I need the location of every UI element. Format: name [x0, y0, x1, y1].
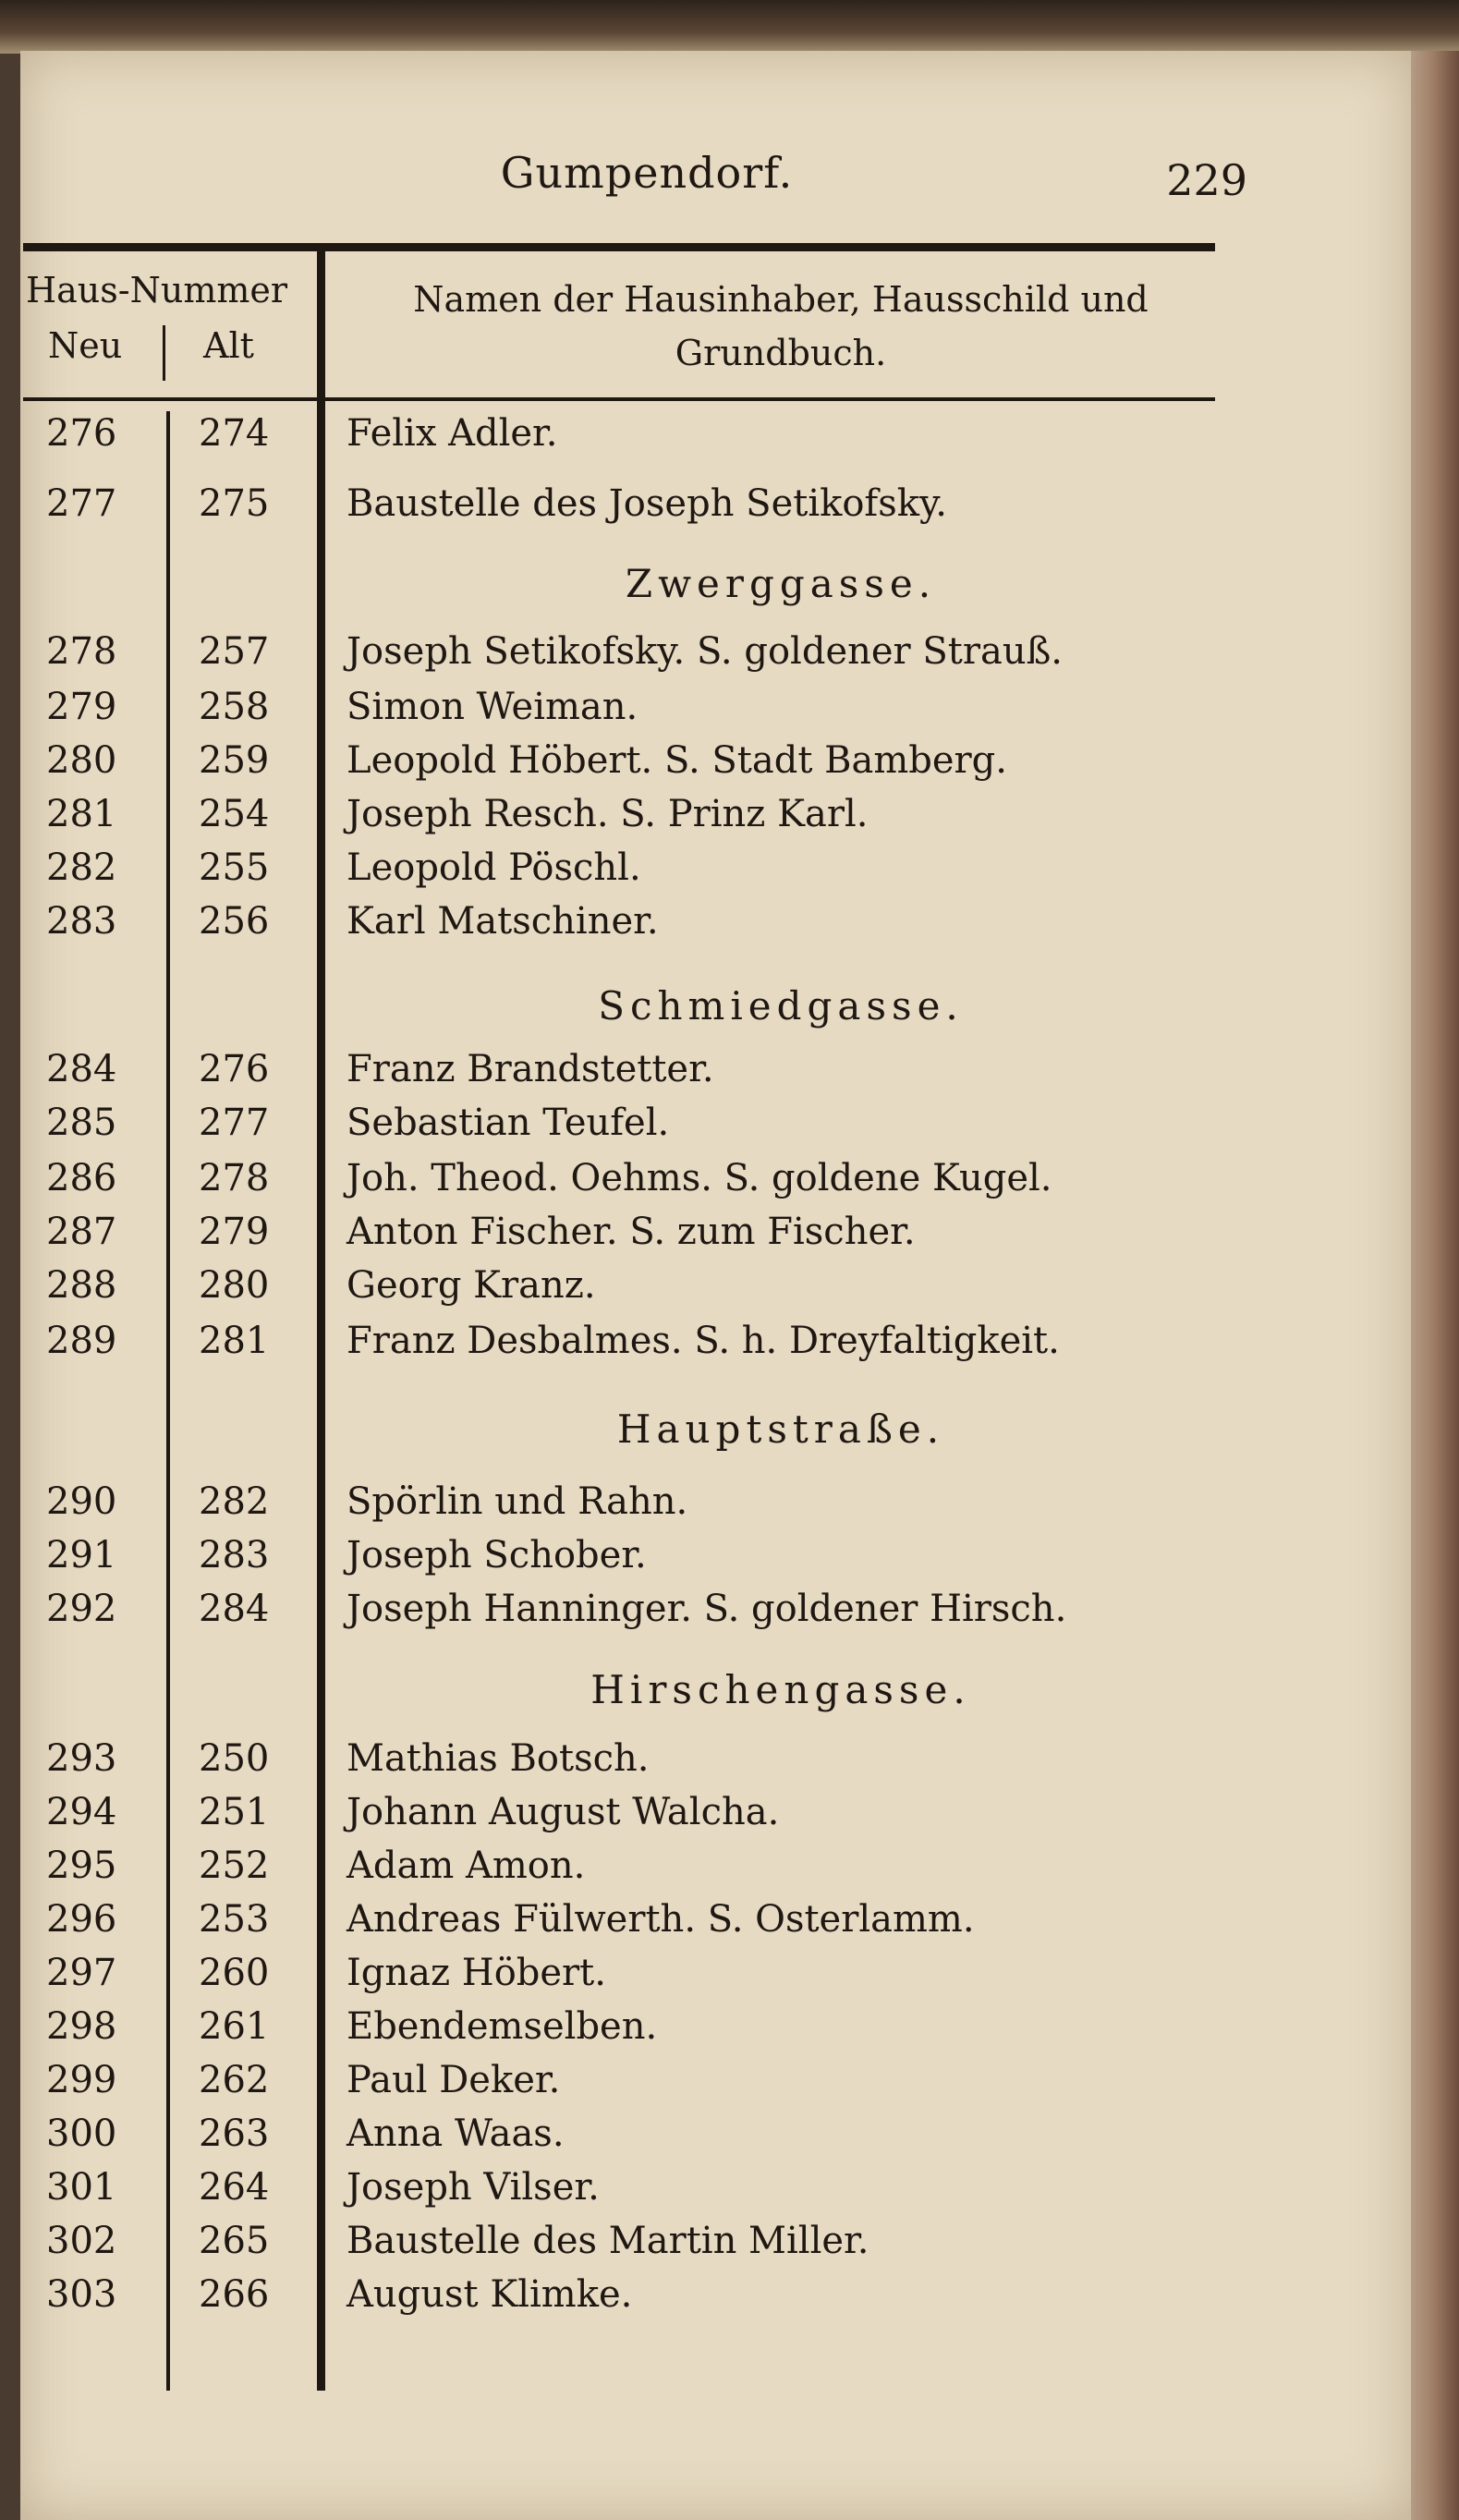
table-row — [0, 895, 1386, 948]
new-number: 303 — [46, 2273, 117, 2316]
owner-name: Karl Matschiner. — [347, 900, 659, 943]
old-number: 253 — [199, 1898, 270, 1941]
old-number: 256 — [199, 900, 270, 943]
owner-name: Paul Deker. — [347, 2059, 561, 2101]
table-row — [0, 1839, 1386, 1893]
table-row — [0, 2268, 1386, 2321]
table-row — [0, 2000, 1386, 2053]
owner-name: Spörlin und Rahn. — [347, 1480, 688, 1523]
new-number: 286 — [46, 1157, 117, 1199]
owner-name: Joseph Vilser. — [347, 2166, 600, 2209]
new-number: 279 — [46, 686, 117, 728]
new-number: 294 — [46, 1791, 117, 1833]
new-number: 289 — [46, 1320, 117, 1362]
owner-name: Georg Kranz. — [347, 1264, 596, 1307]
street-heading: Schmiedgasse. — [598, 983, 964, 1029]
header-rule-top — [23, 243, 1215, 251]
table-row — [0, 1732, 1386, 1785]
new-number: 297 — [46, 1952, 117, 1994]
old-number: 283 — [199, 1534, 270, 1577]
owner-name: Baustelle des Joseph Setikofsky. — [347, 482, 947, 525]
owner-name: Adam Amon. — [347, 1844, 586, 1887]
table-row — [0, 1205, 1386, 1259]
header-rule-bottom — [23, 397, 1215, 401]
owner-name: Joh. Theod. Oehms. S. goldene Kugel. — [347, 1157, 1052, 1199]
table-row — [0, 1528, 1386, 1582]
owner-name: Ignaz Höbert. — [347, 1952, 606, 1994]
owner-name: Joseph Resch. S. Prinz Karl. — [347, 793, 869, 835]
owner-name: Joseph Schober. — [347, 1534, 647, 1577]
table-row — [0, 1096, 1386, 1150]
table-row — [0, 1042, 1386, 1096]
old-number: 266 — [199, 2273, 270, 2316]
column-header-house-number: Haus-Nummer — [26, 270, 288, 310]
new-number: 287 — [46, 1211, 117, 1253]
table-row — [0, 680, 1386, 734]
new-number: 290 — [46, 1480, 117, 1523]
owner-name: Leopold Pöschl. — [347, 846, 641, 889]
owner-name: Baustelle des Martin Miller. — [347, 2220, 869, 2262]
book-right-edge — [1411, 51, 1459, 2520]
old-number: 261 — [199, 2005, 270, 2048]
new-number: 295 — [46, 1844, 117, 1887]
old-number: 275 — [199, 482, 270, 525]
table-row — [0, 1785, 1386, 1839]
new-number: 278 — [46, 630, 117, 673]
table-row — [0, 407, 1386, 460]
owner-name: Anton Fischer. S. zum Fischer. — [347, 1211, 916, 1253]
new-number: 288 — [46, 1264, 117, 1307]
page-title: Gumpendorf. — [500, 148, 794, 198]
old-number: 257 — [199, 630, 270, 673]
new-number: 282 — [46, 846, 117, 889]
new-number: 283 — [46, 900, 117, 943]
old-number: 265 — [199, 2220, 270, 2262]
old-number: 274 — [199, 412, 270, 455]
new-number: 280 — [46, 739, 117, 782]
new-number: 298 — [46, 2005, 117, 2048]
old-number: 262 — [199, 2059, 270, 2101]
old-number: 278 — [199, 1157, 270, 1199]
owner-name: Andreas Fülwerth. S. Osterlamm. — [347, 1898, 975, 1941]
new-number: 300 — [46, 2112, 117, 2155]
old-number: 252 — [199, 1844, 270, 1887]
owner-name: Felix Adler. — [347, 412, 558, 455]
owner-name: Anna Waas. — [347, 2112, 565, 2155]
table-row — [0, 477, 1386, 530]
table-row — [0, 734, 1386, 787]
old-number: 280 — [199, 1264, 270, 1307]
table-row — [0, 2053, 1386, 2107]
old-number: 264 — [199, 2166, 270, 2209]
owner-name: Leopold Höbert. S. Stadt Bamberg. — [347, 739, 1007, 782]
new-number: 276 — [46, 412, 117, 455]
table-row — [0, 1314, 1386, 1368]
column-header-old: Alt — [203, 325, 254, 366]
old-number: 250 — [199, 1737, 270, 1780]
owner-name: Simon Weiman. — [347, 686, 638, 728]
new-number: 284 — [46, 1048, 117, 1090]
table-row — [0, 1475, 1386, 1528]
old-number: 263 — [199, 2112, 270, 2155]
table-row — [0, 1151, 1386, 1205]
street-heading: Hauptstraße. — [616, 1406, 945, 1452]
owner-name: Ebendemselben. — [347, 2005, 658, 2048]
old-number: 279 — [199, 1211, 270, 1253]
street-heading: Hirschengasse. — [590, 1667, 971, 1712]
new-number: 301 — [46, 2166, 117, 2209]
table-row — [0, 841, 1386, 895]
old-number: 282 — [199, 1480, 270, 1523]
new-number: 281 — [46, 793, 117, 835]
table-row — [0, 625, 1386, 678]
new-number: 302 — [46, 2220, 117, 2262]
new-number: 285 — [46, 1102, 117, 1144]
owner-name: Franz Desbalmes. S. h. Dreyfaltigkeit. — [347, 1320, 1060, 1362]
old-number: 281 — [199, 1320, 270, 1362]
new-number: 299 — [46, 2059, 117, 2101]
table-row — [0, 1946, 1386, 2000]
page-number: 229 — [1166, 155, 1247, 205]
column-header-new: Neu — [48, 325, 123, 366]
owner-name: Franz Brandstetter. — [347, 1048, 714, 1090]
owner-name: Joseph Hanninger. S. goldener Hirsch. — [347, 1588, 1067, 1630]
column-header-names: Namen der Hausinhaber, Hausschild und Grundbuch. — [413, 279, 1149, 373]
old-number: 260 — [199, 1952, 270, 1994]
owner-name: August Klimke. — [347, 2273, 633, 2316]
column-header-divider — [163, 325, 165, 381]
old-number: 259 — [199, 739, 270, 782]
old-number: 276 — [199, 1048, 270, 1090]
new-number: 293 — [46, 1737, 117, 1780]
old-number: 254 — [199, 793, 270, 835]
table-row — [0, 1893, 1386, 1946]
old-number: 284 — [199, 1588, 270, 1630]
owner-name: Joseph Setikofsky. S. goldener Strauß. — [347, 630, 1064, 673]
new-number: 277 — [46, 482, 117, 525]
table-row — [0, 2161, 1386, 2214]
old-number: 258 — [199, 686, 270, 728]
new-number: 291 — [46, 1534, 117, 1577]
new-number: 296 — [46, 1898, 117, 1941]
old-number: 277 — [199, 1102, 270, 1144]
table-row — [0, 2214, 1386, 2268]
owner-name: Johann August Walcha. — [347, 1791, 780, 1833]
table-row — [0, 1259, 1386, 1312]
old-number: 251 — [199, 1791, 270, 1833]
table-row — [0, 1582, 1386, 1636]
book-top-edge — [0, 0, 1459, 54]
old-number: 255 — [199, 846, 270, 889]
new-number: 292 — [46, 1588, 117, 1630]
table-row — [0, 2107, 1386, 2161]
street-heading: Zwerggasse. — [625, 561, 937, 606]
owner-name: Sebastian Teufel. — [347, 1102, 670, 1144]
table-row — [0, 787, 1386, 841]
owner-name: Mathias Botsch. — [347, 1737, 650, 1780]
